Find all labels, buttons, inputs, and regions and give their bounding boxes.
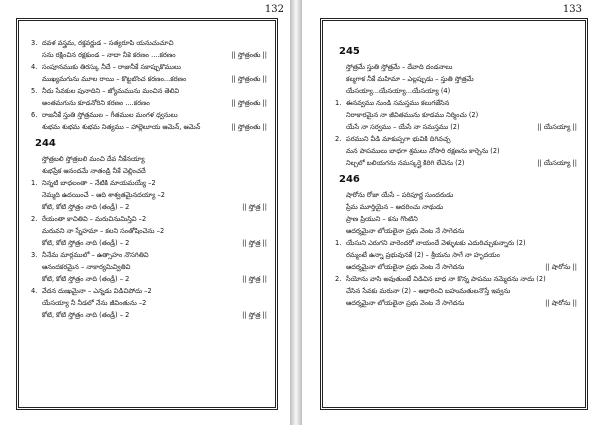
hymn-line bbox=[31, 237, 269, 249]
line-text: మన పాపములు బాధగా శ్రమలు నోసారి రక్షణను కార్చెను (2) bbox=[346, 147, 500, 155]
line-text: ప్రేమ మూర్తియైన – ఆదరించు నాథుడు bbox=[346, 203, 444, 211]
hymn-line bbox=[335, 201, 579, 213]
hymn-line bbox=[335, 273, 579, 285]
line-text: యేసుని ఎరుగని వారెందరో నాయందే వెళ్ళుటకు ఎదురిచ్చుకున్నారు (2) bbox=[346, 239, 526, 247]
line-text: రమ్మంటే ఉన్నా ప్రభువునకే (2) – శ్రీయను సాగే నా హృదయం bbox=[346, 251, 500, 259]
refrain-marker: || యేసయ్యా || bbox=[537, 123, 577, 131]
hymn-line bbox=[335, 285, 579, 297]
hymn-line bbox=[335, 297, 579, 309]
hymn-line bbox=[31, 49, 269, 61]
verse-number: 4. bbox=[31, 287, 38, 295]
verse-number: 2. bbox=[335, 275, 342, 283]
hymn-line bbox=[335, 109, 579, 121]
line-text: నిరాకారమైన నా జీవితమును కూడము నిర్మించు (2) bbox=[346, 111, 479, 119]
hymn-line bbox=[335, 133, 579, 145]
hymn-line bbox=[31, 225, 269, 237]
right-page bbox=[302, 0, 592, 425]
hymn-line bbox=[335, 97, 579, 109]
line-text: కోటి, కోటి స్తోత్రం నాది (తండ్రీ) – 2 bbox=[42, 275, 130, 283]
line-text: కోటి, కోటి స్తోత్రం నాది (తండ్రీ) – 2 bbox=[42, 239, 130, 247]
line-text: రేయంతా కాచితివి – మరుచినుమిస్తివి –2 bbox=[42, 215, 147, 223]
line-text: స్తోత్రబలి స్తోత్రబలి మంచి దేవ నీకేనయ్యా bbox=[42, 155, 145, 163]
line-text: ఆనందకరమైన – నాకార్యమివ్వితివి bbox=[42, 263, 131, 271]
line-text: నిన్నటి బాధలంతా – నేటికి మాయమయ్యే –2 bbox=[42, 179, 156, 187]
line-text: దవళ వస్త్రమ, రక్తవర్ణుడ – సత్యరూపి యనుచుచూచి bbox=[42, 39, 174, 47]
verse-number: 1. bbox=[31, 179, 38, 187]
hymn-line bbox=[31, 285, 269, 297]
verse-number: 5. bbox=[31, 87, 38, 95]
hymn-line bbox=[31, 85, 269, 97]
line-text: సీయోను వాసి అవుతుంటే విడిచిన బాధ నా కొన్న పాపము నమ్మెదను నాదు (2) bbox=[346, 275, 546, 283]
hymn-line bbox=[31, 73, 269, 85]
hymn-line bbox=[31, 153, 269, 165]
left-page-content bbox=[19, 21, 275, 407]
line-text: పరముని వీడి మాకుప్పగా భువికి దిగివచ్చ bbox=[346, 135, 451, 143]
line-text: ఆదర్శమైనా లోయలైనా ప్రభు వెంట నే సాగెదను bbox=[346, 299, 465, 307]
hymn-line bbox=[31, 309, 269, 321]
line-text: అంతమగును కూడనోరిని కరణం ....కరణం bbox=[42, 99, 150, 107]
verse-number: 6. bbox=[31, 111, 38, 119]
line-text: కోటి, కోటి స్తోత్రం నాది (తండ్రీ) – 2 bbox=[42, 203, 130, 211]
hymn-line bbox=[31, 213, 269, 225]
refrain-marker: || యేసయ్యా || bbox=[537, 159, 577, 167]
hymn-line bbox=[335, 225, 579, 237]
hymn-line bbox=[31, 261, 269, 273]
verse-number: 3. bbox=[31, 39, 38, 47]
line-text: మరువని నా స్నేహమా – కలని సంతోషించెను –2 bbox=[42, 227, 165, 235]
line-text: ఆదర్శమైనా లోయలైనా ప్రభు వెంట నే సాగెదను bbox=[346, 263, 465, 271]
refrain-marker: || స్తోత్రంతు || bbox=[231, 99, 267, 107]
refrain-marker: || స్తోత్రంతు || bbox=[231, 51, 267, 59]
hymn-line bbox=[31, 165, 269, 177]
hymn-line bbox=[31, 121, 269, 133]
hymn-line bbox=[335, 261, 579, 273]
line-text: ఆదర్శమైనా లోయలైనా ప్రభు వెంట నే సాగెదను bbox=[346, 227, 465, 235]
line-text: ప్రాణ ప్రియుని – కను గొంటిని bbox=[346, 215, 418, 223]
hymn-line bbox=[335, 157, 579, 169]
hymn-number: 246 bbox=[339, 174, 360, 185]
hymn-line bbox=[31, 201, 269, 213]
hymn-line bbox=[335, 237, 579, 249]
hymn-line bbox=[31, 37, 269, 49]
hymn-line bbox=[31, 61, 269, 73]
hymn-number: 244 bbox=[35, 138, 56, 149]
refrain-marker: || స్తోత్రంతు || bbox=[231, 75, 267, 83]
line-text: చేసిన సేవకు మరునా (2) – ఆధారించి బహుమతులనొస్తే ఇవ్వను bbox=[346, 287, 511, 295]
verse-number: 3. bbox=[31, 251, 38, 259]
hymn-line bbox=[31, 97, 269, 109]
line-text: షారోను రోజా యేసే – పరిపూర్ణ సుందరుడు bbox=[346, 191, 454, 199]
verse-number: 1. bbox=[335, 239, 342, 247]
hymn-line bbox=[31, 249, 269, 261]
line-text: ఈనవ్వము నుండి సమస్తము కలుగజేసిన bbox=[346, 99, 450, 107]
verse-number: 4. bbox=[31, 63, 38, 71]
left-page-number: 132 bbox=[264, 4, 284, 15]
hymn-line bbox=[31, 273, 269, 285]
hymn-line bbox=[31, 109, 269, 121]
line-text: శుభమ శుభమ శుభమ నిత్యము – హాల్లెలూయ ఆమెన్, ఆమెన్ bbox=[42, 123, 201, 131]
line-text: కల్మగాక నీకే మహిమా – ఎల్లప్పుడు – స్తుతి స్తోత్రమే bbox=[346, 75, 474, 83]
line-text: ముఖ్యమగును మూల రాయి – కొట్టబొంచ కరణం...కరణం bbox=[42, 75, 187, 83]
hymn-line bbox=[335, 145, 579, 157]
verse-number: 1. bbox=[335, 99, 342, 107]
line-text: శుభప్రేక ఆనందమే నాతండ్రి నీకే చెల్లించదే bbox=[42, 167, 146, 175]
refrain-marker: || స్తోత్ర || bbox=[242, 275, 267, 283]
line-text: స్తోత్రమే స్తుతి స్తోత్రమే – దేవాది దండనాలు bbox=[346, 63, 453, 71]
line-text: కోటి, కోటి స్తోత్రం నాది (తండ్రీ) – 2 bbox=[42, 311, 130, 319]
hymn-number: 245 bbox=[339, 46, 360, 57]
hymn-line bbox=[335, 85, 579, 97]
right-page-frame bbox=[322, 20, 586, 408]
line-text: సను రక్షించిన రక్షకుండ – నాదా నీకె కరణం ....కరణం bbox=[42, 51, 176, 59]
hymn-line bbox=[335, 213, 579, 225]
right-page-content bbox=[323, 21, 585, 407]
line-text: నీనేమ మార్గములో – ఉత్సాహం నొసగితివి bbox=[42, 251, 149, 259]
hymn-line bbox=[31, 189, 269, 201]
left-page-frame bbox=[18, 20, 276, 408]
line-text: యేసయ్యా నీ నీడలో నేను జీవింతును –2 bbox=[42, 299, 147, 307]
verse-number: 2. bbox=[335, 135, 342, 143]
refrain-marker: || స్తోత్రంతు || bbox=[231, 123, 267, 131]
book-gutter bbox=[290, 0, 302, 425]
hymn-line bbox=[335, 73, 579, 85]
line-text: నెమ్మది ఉదయించే – ఆది శాశ్వతమైనదయ్యా –2 bbox=[42, 191, 165, 199]
line-text: సంపూనముకు తిరస్కు నీదే – రాజునీకే సకాప్పుకొములు bbox=[42, 63, 181, 71]
line-text: నీదు సేవకుల పునాదిని – జ్యోమమును మంచిన తెలివి bbox=[42, 87, 180, 95]
left-page bbox=[0, 0, 290, 425]
line-text: యేసయ్యా...యేసయ్యా...యేసయ్యా (4) bbox=[346, 87, 451, 95]
line-text: వేదన దుఃఖమైనా – ఎన్నడు విడిచిపోదు –2 bbox=[42, 287, 152, 295]
line-text: యేసే నా సర్వము – యేసే నా సమస్తము (2) bbox=[346, 123, 460, 131]
right-page-number: 133 bbox=[562, 4, 582, 15]
hymn-line bbox=[335, 61, 579, 73]
hymn-line bbox=[335, 121, 579, 133]
refrain-marker: || షారోను || bbox=[545, 263, 577, 271]
hymn-line bbox=[335, 249, 579, 261]
hymn-line bbox=[31, 297, 269, 309]
hymn-line bbox=[335, 189, 579, 201]
refrain-marker: || స్తోత్ర || bbox=[242, 239, 267, 247]
refrain-marker: || స్తోత్ర || bbox=[242, 203, 267, 211]
verse-number: 2. bbox=[31, 215, 38, 223]
line-text: రాజనీకే స్తుతి స్తోత్రముల – గీతముల మంగళ ధ్వనులు bbox=[42, 111, 178, 119]
line-text: నిల్చలో బలియగను నమస్కర్తై కిరిగి లేచెను (2) bbox=[346, 159, 465, 167]
refrain-marker: || షారోను || bbox=[545, 299, 577, 307]
refrain-marker: || స్తోత్ర || bbox=[242, 311, 267, 319]
hymn-line bbox=[31, 177, 269, 189]
